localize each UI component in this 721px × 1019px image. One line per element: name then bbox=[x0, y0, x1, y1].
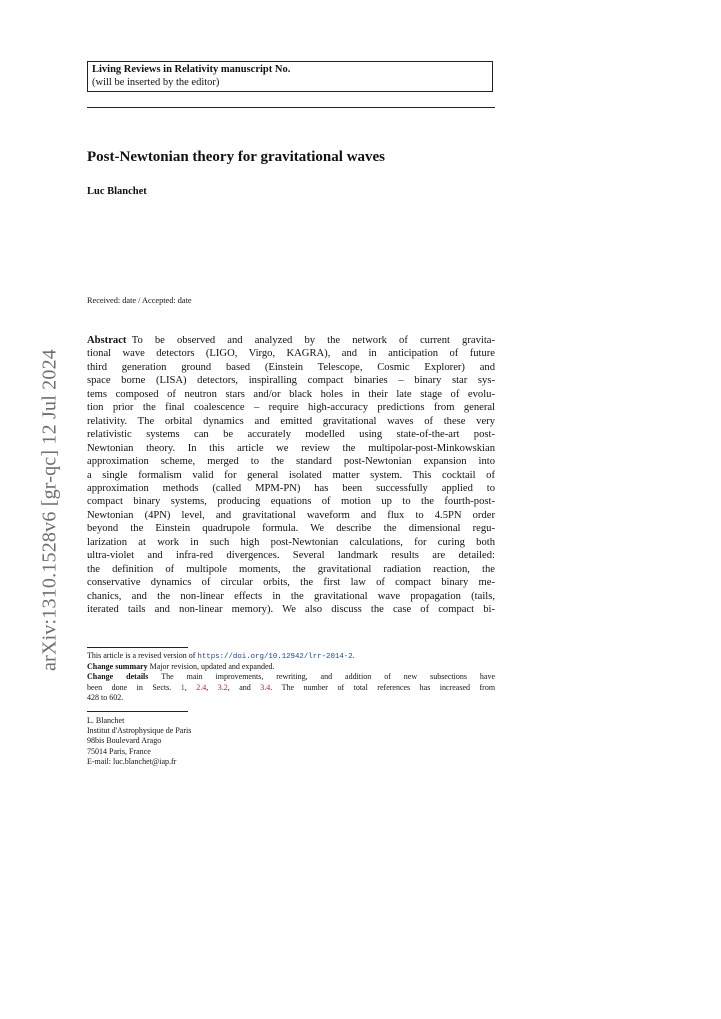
abstract-line-text: tems composed of neutron stars and/or black holes in their late stage of evolu- bbox=[87, 388, 495, 400]
abstract-line bbox=[87, 347, 495, 360]
sect-link-4[interactable]: 3.4 bbox=[260, 682, 271, 692]
abstract-line bbox=[87, 469, 495, 482]
abstract-line-text: relativity. The orbital dynamics and emitted gravitational waves of these very bbox=[87, 415, 495, 427]
change-summary-label: Change summary bbox=[87, 662, 148, 672]
abstract-line-text: conservative dynamics of circular orbits, the first law of compact binary me- bbox=[87, 577, 495, 589]
affil-email: E-mail: luc.blanchet@iap.fr bbox=[87, 756, 177, 766]
change-details-line-1 bbox=[87, 672, 495, 682]
abstract-line-text: approximation methods (called MPM-PN) has been successfully applied to bbox=[87, 482, 495, 494]
affil-city: 75014 Paris, France bbox=[87, 746, 151, 756]
footnotes bbox=[87, 651, 495, 703]
header-rule bbox=[87, 107, 495, 108]
change-summary-text: Major revision, updated and expanded. bbox=[149, 662, 275, 672]
change-summary bbox=[87, 662, 495, 672]
abstract-line-text: relativistic systems can be accurately modelled using state-of-the-art post- bbox=[87, 429, 495, 441]
abstract-line-text: chanics, and the non-linear effects in the gravitational wave propagation (tails, bbox=[87, 590, 495, 602]
abstract-line bbox=[87, 563, 495, 576]
journal-name: Living Reviews in Relativity manuscript No. bbox=[92, 64, 291, 75]
author-name: Luc Blanchet bbox=[87, 186, 147, 197]
revised-prefix: This article is a revised version of bbox=[87, 651, 196, 660]
abstract-line bbox=[87, 509, 495, 522]
abstract-line bbox=[87, 428, 495, 441]
abstract-line bbox=[87, 374, 495, 387]
journal-header-box bbox=[87, 61, 493, 92]
abstract-line-text: iterated tails and non-linear memory). We also discuss the case of compact bi- bbox=[87, 604, 495, 616]
abstract-line-text: tional wave detectors (LIGO, Virgo, KAGRA), and in anticipation of future bbox=[87, 348, 495, 360]
abstract-line-text: Newtonian theory. In this article we review the multipolar-post-Minkowskian bbox=[87, 442, 495, 454]
change-details-line-2: been done in Sects. 1, 2.4, 3.2, and 3.4. The number of total references has increased from bbox=[87, 682, 496, 692]
paper-title: Post-Newtonian theory for gravitational waves bbox=[87, 149, 386, 165]
affil-street: 98bis Boulevard Arago bbox=[87, 736, 162, 746]
author-affiliation bbox=[87, 716, 191, 767]
abstract-line-text: beyond the Einstein quadrupole formula. We describe the dimensional regu- bbox=[87, 523, 495, 535]
change-details-text-2: . The number of total references has increased from bbox=[270, 682, 496, 692]
affil-institute: Institut d'Astrophysique de Paris bbox=[87, 726, 192, 736]
footnote-rule-2 bbox=[87, 711, 188, 712]
abstract-line bbox=[87, 334, 495, 347]
abstract-line bbox=[87, 549, 495, 562]
arxiv-stamp: arXiv:1310.1528v6 [gr-qc] 12 Jul 2024 bbox=[38, 349, 61, 671]
abstract-line-text: Newtonian (4PN) level, and gravitational waveform and flux to 4.5PN order bbox=[87, 509, 495, 521]
sect-link-3[interactable]: 3.2 bbox=[217, 682, 228, 692]
abstract-line-text: To be observed and analyzed by the network of current gravita- bbox=[131, 335, 495, 346]
revised-version-note bbox=[87, 651, 495, 662]
affil-name: L. Blanchet bbox=[87, 716, 125, 725]
abstract-line bbox=[87, 401, 495, 414]
change-details-text-1: The main improvements, rewriting, and addition of new subsections have bbox=[161, 672, 496, 682]
change-details-line-3: 428 to 602. bbox=[87, 692, 124, 702]
abstract bbox=[87, 334, 495, 617]
abstract-line-text: space borne (LISA) detectors, inspiralling compact binaries – binary star sys- bbox=[87, 375, 495, 387]
received-line: Received: date / Accepted: date bbox=[87, 296, 192, 305]
abstract-line bbox=[87, 536, 495, 549]
abstract-heading: Abstract bbox=[87, 335, 127, 346]
abstract-line bbox=[87, 576, 495, 589]
footnote-rule-1 bbox=[87, 647, 188, 648]
abstract-line bbox=[87, 442, 495, 455]
abstract-line bbox=[87, 603, 495, 616]
editor-note: (will be inserted by the editor) bbox=[92, 76, 220, 88]
abstract-line bbox=[87, 455, 495, 468]
abstract-line-text: third generation ground based (Einstein Telescope, Cosmic Explorer) and bbox=[87, 361, 495, 373]
change-details-sects-prefix: been done in Sects. bbox=[87, 682, 172, 692]
abstract-line bbox=[87, 388, 495, 401]
abstract-line bbox=[87, 522, 495, 535]
sect-link-2[interactable]: 2.4 bbox=[196, 682, 207, 692]
abstract-line-text: a single formalism valid for general isolated matter system. This cocktail of bbox=[87, 469, 495, 481]
abstract-line bbox=[87, 361, 495, 374]
abstract-line-text: the definition of multipole moments, the gravitational radiation reaction, the bbox=[87, 563, 495, 575]
abstract-line bbox=[87, 482, 495, 495]
abstract-line-text: larization at work in such high post-Newtonian calculations, for curing both bbox=[87, 536, 495, 548]
sect-link-1[interactable]: 1 bbox=[180, 682, 185, 692]
revised-suffix: . bbox=[352, 651, 355, 660]
abstract-line bbox=[87, 495, 495, 508]
revised-doi-link[interactable]: https://doi.org/10.12942/lrr-2014-2 bbox=[197, 653, 353, 661]
abstract-line-text: ultra-violet and infra-red divergences. Several landmark results are detailed: bbox=[87, 550, 495, 562]
abstract-line bbox=[87, 590, 495, 603]
abstract-line-text: compact binary systems, producing equations of motion up to the fourth-post- bbox=[87, 496, 495, 508]
abstract-line bbox=[87, 415, 495, 428]
abstract-line-text: approximation scheme, merged to the standard post-Newtonian expansion into bbox=[87, 456, 495, 468]
change-details-label: Change details bbox=[87, 672, 149, 682]
abstract-line-text: tion prior the final coalescence – require high-accuracy predictions from general bbox=[87, 402, 495, 414]
